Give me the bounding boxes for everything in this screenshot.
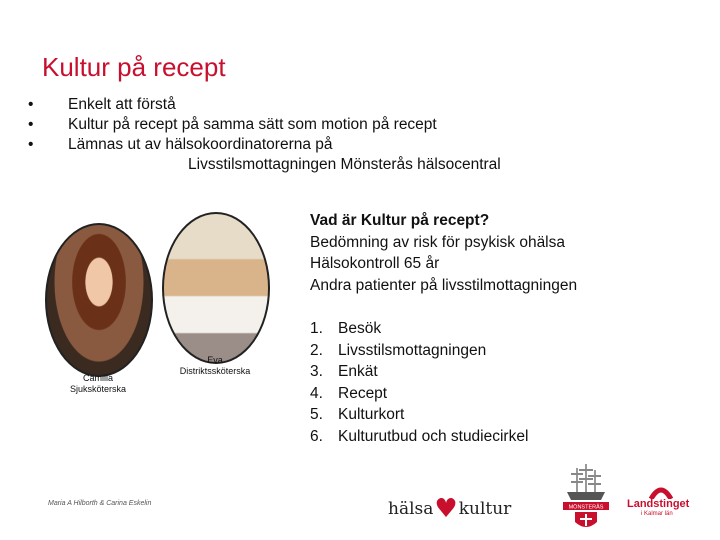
caption-name: Camilla: [82, 373, 113, 383]
step-item: [310, 318, 528, 340]
heart-icon: ♥: [434, 494, 458, 524]
caption-name: Eva: [207, 355, 223, 365]
bullet-list: [26, 95, 626, 175]
bullet-item: [26, 95, 626, 115]
caption-role: Sjuksköterska: [69, 384, 127, 394]
bullet-dot: •: [28, 136, 34, 153]
logo-monsteras-text: MÖNSTERÅS: [568, 504, 604, 511]
halsa-kultur-logo: [388, 494, 511, 524]
logo-landsting-text: Landstinget: [627, 498, 690, 510]
step-item: [310, 383, 528, 405]
step-text: Besök: [338, 320, 382, 337]
step-number: 5.: [310, 406, 323, 423]
footer-authors: Maria A Hilborth & Carina Eskelin: [48, 500, 152, 507]
step-text: Kulturkort: [338, 406, 405, 423]
caption-role: Distriktssköterska: [179, 366, 251, 376]
photo-eva: [162, 212, 270, 364]
info-line: Bedömning av risk för psykisk ohälsa: [310, 233, 566, 251]
step-item: [310, 404, 528, 426]
photo-camilla: [45, 223, 153, 377]
step-number: 2.: [310, 341, 323, 359]
logo-text-left: hälsa: [388, 499, 434, 519]
step-text: Livsstilsmottagningen: [338, 341, 487, 359]
caption-camilla: [48, 373, 148, 395]
logo-landsting-sub: i Kalmar län: [641, 511, 673, 517]
step-text: Recept: [338, 384, 388, 402]
bullet-dot: •: [28, 96, 34, 113]
bullet-item: [26, 135, 626, 155]
info-line: Hälsokontroll 65 år: [310, 255, 440, 272]
landstinget-logo: [627, 483, 697, 523]
bullet-text: Enkelt att förstå: [68, 96, 176, 113]
step-text: Kulturutbud och studiecirkel: [338, 427, 529, 445]
caption-eva: [160, 355, 270, 377]
info-line: Andra patienter på livsstilmottagningen: [310, 276, 578, 294]
ship-icon: [567, 492, 605, 500]
bullet-item: [26, 115, 626, 135]
steps-list: [310, 318, 528, 447]
bullet-continuation: Livsstilsmottagningen Mönsterås hälsocentral: [188, 156, 501, 173]
step-text: Enkät: [338, 363, 378, 380]
step-item: [310, 340, 528, 362]
step-item: [310, 426, 528, 448]
monsteras-logo: [557, 462, 615, 532]
step-number: 4.: [310, 384, 323, 402]
info-block: [310, 210, 577, 296]
logo-text-right: kultur: [458, 499, 512, 519]
bullet-text: Kultur på recept på samma sätt som motion på recept: [68, 116, 437, 133]
bullet-dot: •: [28, 116, 34, 133]
slide-title: Kultur på recept: [42, 52, 226, 82]
info-heading: Vad är Kultur på recept?: [310, 212, 490, 229]
step-number: 6.: [310, 427, 323, 445]
landstinget-arch-icon: [627, 483, 697, 499]
step-number: 1.: [310, 320, 323, 337]
step-number: 3.: [310, 363, 323, 380]
bullet-text: Lämnas ut av hälsokoordinatorerna på: [68, 136, 333, 153]
step-item: [310, 361, 528, 383]
